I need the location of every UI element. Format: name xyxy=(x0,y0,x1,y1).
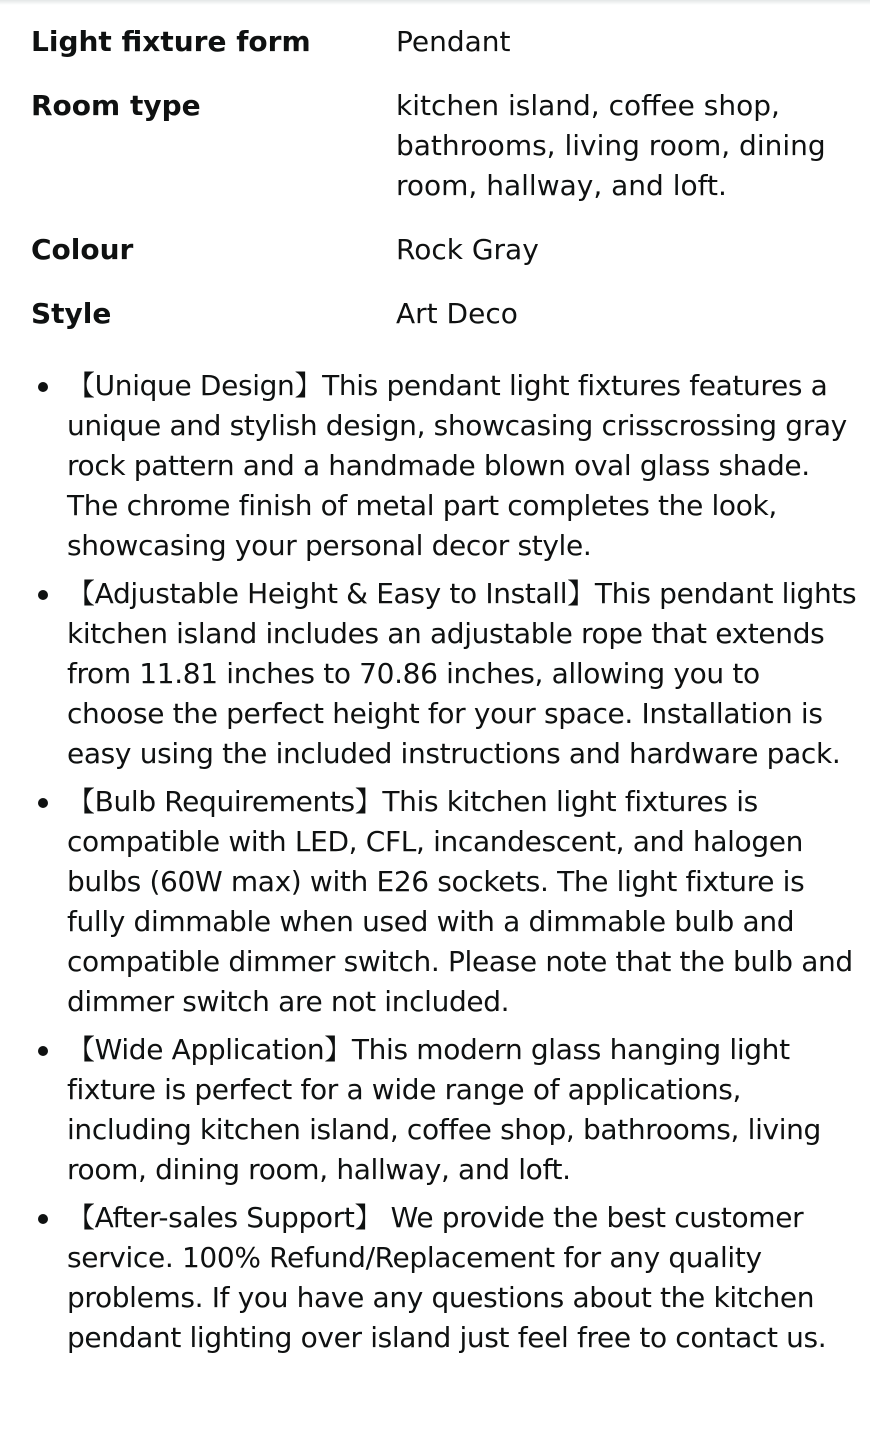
top-divider xyxy=(0,0,870,5)
spec-row-colour xyxy=(31,230,861,270)
feature-bullet-unique-design xyxy=(0,366,870,566)
spec-value: Art Deco xyxy=(396,297,518,330)
spec-row-light-fixture-form xyxy=(31,22,861,62)
bullet-dot-icon xyxy=(38,382,48,392)
feature-bullet-wide-application xyxy=(0,1030,870,1190)
product-specs-table xyxy=(31,22,861,358)
feature-bullet-bulb-requirements xyxy=(0,782,870,1022)
spec-row-style xyxy=(31,294,861,334)
spec-value: Rock Gray xyxy=(396,233,539,266)
spec-value: Pendant xyxy=(396,25,511,58)
spec-label: Light fixture form xyxy=(31,25,311,58)
spec-value: kitchen island, coffee shop, bathrooms, living room, dining room, hallway, and loft. xyxy=(396,89,826,202)
bullet-dot-icon xyxy=(38,590,48,600)
bullet-dot-icon xyxy=(38,798,48,808)
bullet-text: 【Unique Design】This pendant light fixtures features a unique and stylish design, showcasing crisscrossing gray rock pattern and a handmade blown oval glass shade. The chrome finish of metal part completes the look, showcasing your personal decor style. xyxy=(67,369,847,562)
spec-label: Room type xyxy=(31,89,201,122)
spec-label: Colour xyxy=(31,233,134,266)
feature-bullet-after-sales-support xyxy=(0,1198,870,1358)
bullet-text: 【After-sales Support】 We provide the best customer service. 100% Refund/Replacement for any quality problems. If you have any questions about the kitchen pendant lighting over island just feel free to contact us. xyxy=(67,1201,827,1354)
spec-label: Style xyxy=(31,297,112,330)
spec-row-room-type xyxy=(31,86,861,206)
feature-bullet-list xyxy=(0,366,870,1366)
bullet-dot-icon xyxy=(38,1214,48,1224)
feature-bullet-adjustable-height xyxy=(0,574,870,774)
bullet-dot-icon xyxy=(38,1046,48,1056)
bullet-text: 【Bulb Requirements】This kitchen light fixtures is compatible with LED, CFL, incandescent, and halogen bulbs (60W max) with E26 sockets. The light fixture is fully dimmable when used with a dimmable bulb and compatible dimmer switch. Please note that the bulb and dimmer switch are not included. xyxy=(67,785,853,1018)
bullet-text: 【Adjustable Height & Easy to Install】This pendant lights kitchen island includes an adjustable rope that extends from 11.81 inches to 70.86 inches, allowing you to choose the perfect height for your space. Installation is easy using the included instructions and hardware pack. xyxy=(67,577,857,770)
bullet-text: 【Wide Application】This modern glass hanging light fixture is perfect for a wide range of applications, including kitchen island, coffee shop, bathrooms, living room, dining room, hallway, and loft. xyxy=(67,1033,821,1186)
